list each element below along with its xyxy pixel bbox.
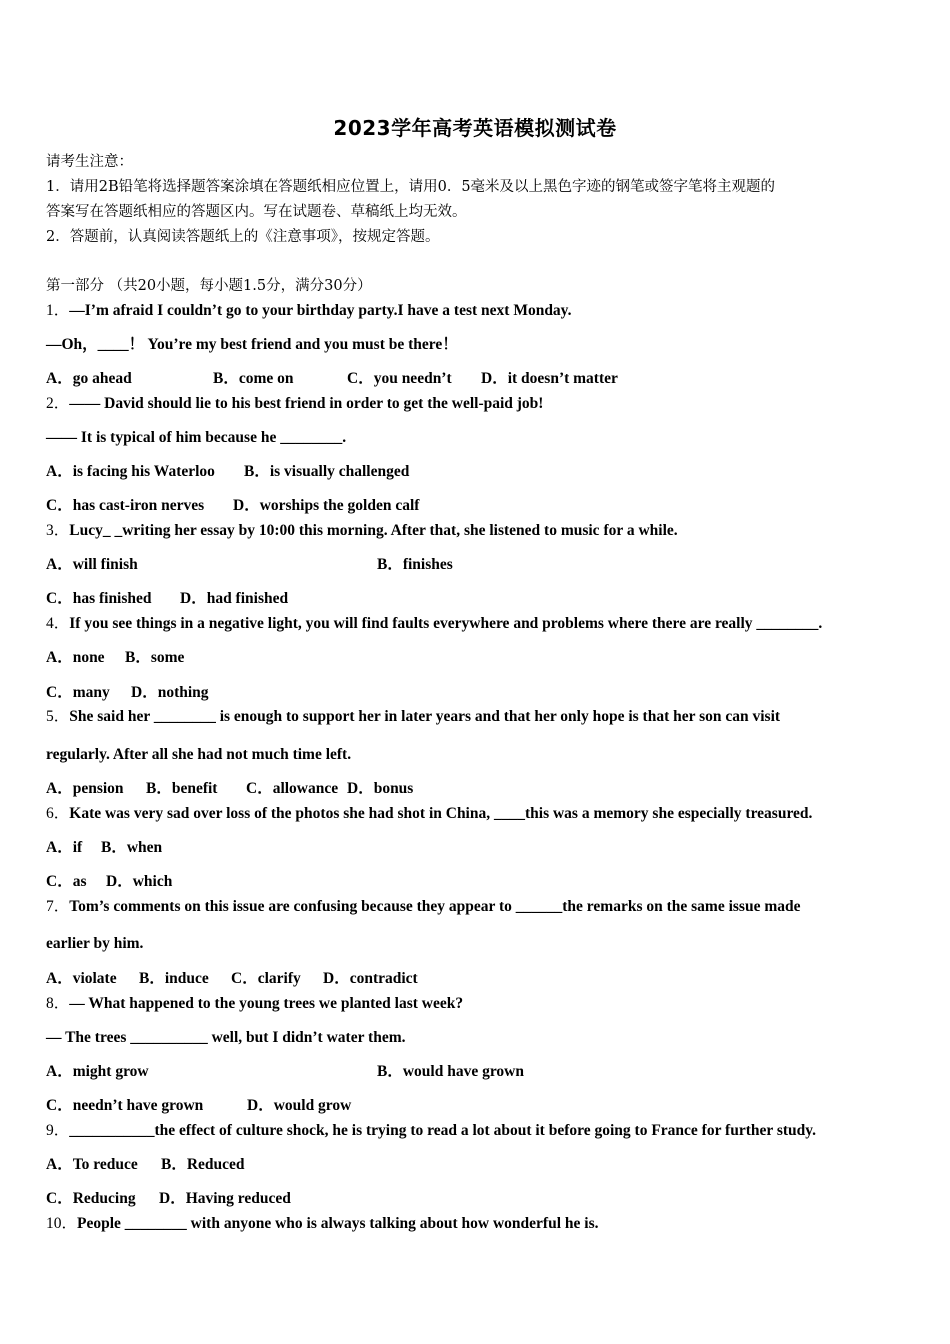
question-9 [46,1121,816,1141]
option-c[interactable]: C．Reducing [46,1190,136,1207]
question-text: —I’m afraid I couldn’t go to your birthday party.I have a test next Monday. [69,302,572,319]
option-b[interactable]: B．come on [213,370,294,387]
option-a[interactable]: A．might grow [46,1063,149,1080]
question-2-line2: —— It is typical of him because he ________. [46,429,347,446]
option-d[interactable]: D．Having reduced [159,1190,291,1207]
option-c[interactable]: C．as [46,873,87,890]
page-title: 2023学年高考英语模拟测试卷 [333,116,617,140]
question-text: Kate was very sad over loss of the photos she had shot in China, ____this was a memory she especially treasured. [69,805,813,822]
question-5-line2: regularly. After all she had not much time left. [46,746,352,763]
option-b[interactable]: B．finishes [377,556,453,573]
option-a[interactable]: A．go ahead [46,370,132,387]
option-b[interactable]: B．induce [139,970,209,987]
question-7 [46,897,801,917]
option-d[interactable]: D．contradict [323,970,418,987]
option-a[interactable]: A．To reduce [46,1156,138,1173]
question-7-line2: earlier by him. [46,935,144,952]
option-c[interactable]: C．has cast-iron nerves [46,497,205,514]
question-4 [46,614,822,634]
option-b[interactable]: B．when [101,839,163,856]
notice-line-1b: 答案写在答题纸相应的答题区内。写在试题卷、草稿纸上均无效。 [46,204,467,220]
question-number: 9． [46,1122,70,1139]
option-a[interactable]: A．is facing his Waterloo [46,463,215,480]
option-d[interactable]: D．would grow [247,1097,352,1114]
question-2 [46,394,543,414]
option-d[interactable]: D．worships the golden calf [233,497,420,514]
option-c[interactable]: C．many [46,684,110,701]
notice-line-1a: 1．请用2B铅笔将选择题答案涂填在答题纸相应位置上，请用0．5毫米及以上黑色字迹的钢笔或签字笔将主观题的 [46,179,776,195]
question-number: 7． [46,898,70,915]
option-b[interactable]: B．Reduced [161,1156,245,1173]
option-b[interactable]: B．benefit [146,780,218,797]
question-text: People ________ with anyone who is always talking about how wonderful he is. [77,1215,599,1232]
option-c[interactable]: C．needn’t have grown [46,1097,204,1114]
option-d[interactable]: D．bonus [347,780,414,797]
question-text: Lucy_ _writing her essay by 10:00 this morning. After that, she listened to music for a while. [69,522,678,539]
option-a[interactable]: A．pension [46,780,124,797]
question-text: She said her ________ is enough to support her in later years and that her only hope is that her son can visit [69,708,781,725]
question-number: 4． [46,615,70,632]
question-number: 1． [46,302,70,319]
question-1 [46,301,571,321]
question-number: 8． [46,995,70,1012]
option-b[interactable]: B．would have grown [377,1063,524,1080]
option-a[interactable]: A．will finish [46,556,138,573]
option-a[interactable]: A．none [46,649,105,666]
question-number: 10． [46,1215,78,1232]
question-text: — What happened to the young trees we planted last week? [69,995,464,1012]
question-text: —— David should lie to his best friend in order to get the well-paid job! [69,395,544,412]
option-d[interactable]: D．it doesn’t matter [481,370,618,387]
option-d[interactable]: D．which [106,873,173,890]
option-c[interactable]: C．allowance [246,780,339,797]
option-c[interactable]: C．you needn’t [347,370,452,387]
question-5 [46,707,780,727]
notice-heading: 请考生注意： [46,154,133,170]
option-b[interactable]: B．is visually challenged [244,463,410,480]
notice-line-2: 2．答题前，认真阅读答题纸上的《注意事项》，按规定答题。 [46,229,440,245]
option-b[interactable]: B．some [125,649,185,666]
option-a[interactable]: A．if [46,839,83,856]
section-heading: 第一部分 （共20小题，每小题1.5分，满分30分） [46,278,372,294]
option-d[interactable]: D．had finished [180,590,289,607]
question-number: 2． [46,395,70,412]
option-c[interactable]: C．clarify [231,970,301,987]
question-text: ___________the effect of culture shock, he is trying to read a lot about it before going to France for further study. [69,1122,817,1139]
question-8 [46,994,463,1014]
question-number: 5． [46,708,70,725]
question-6 [46,804,812,824]
question-10 [46,1214,598,1234]
question-1-line2: —Oh，____！ You’re my best friend and you must be there！ [46,336,458,353]
option-d[interactable]: D．nothing [131,684,209,701]
option-c[interactable]: C．has finished [46,590,152,607]
question-8-line2: — The trees __________ well, but I didn’t water them. [46,1029,406,1046]
question-text: Tom’s comments on this issue are confusing because they appear to ______the remarks on the same issue made [69,898,801,915]
question-3 [46,521,678,541]
option-a[interactable]: A．violate [46,970,117,987]
question-number: 3． [46,522,70,539]
question-number: 6． [46,805,70,822]
question-text: If you see things in a negative light, you will find faults everywhere and problems where there are really ________. [69,615,823,632]
